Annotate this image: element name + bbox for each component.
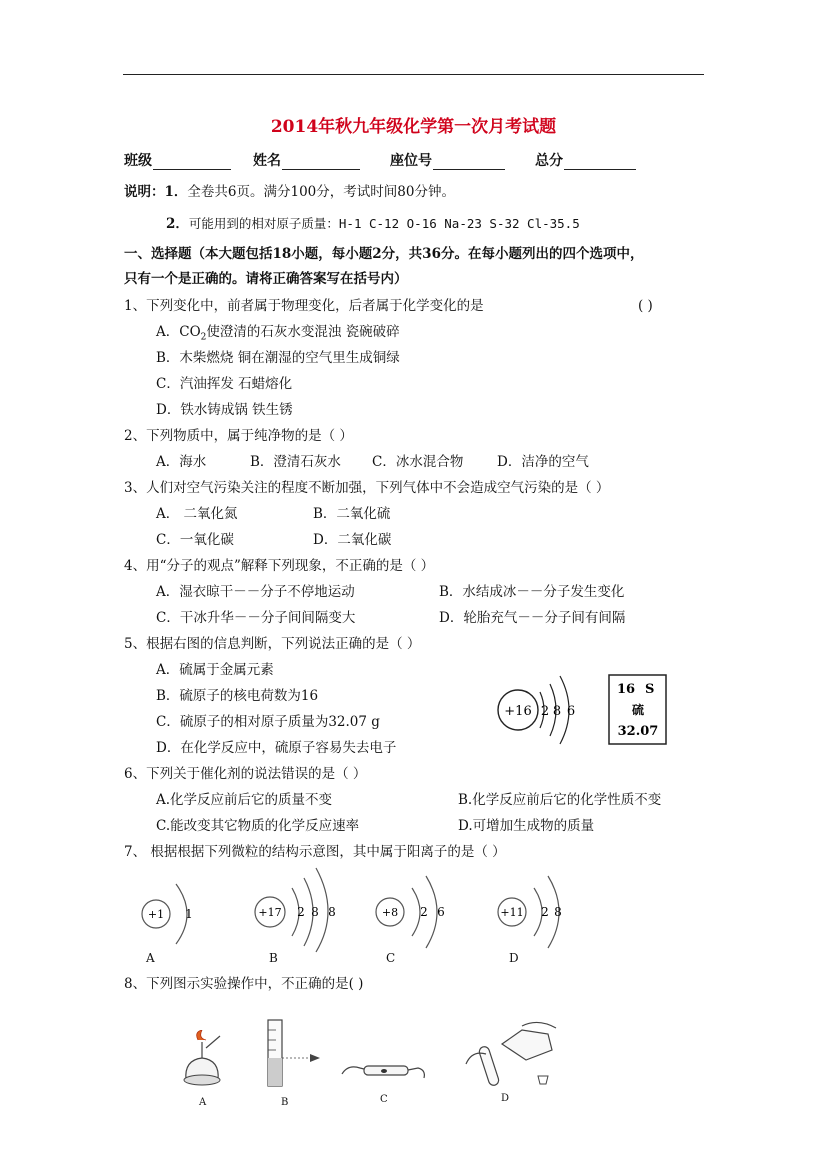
cylinder-liquid-icon [268, 1058, 282, 1086]
q8-diagram-b-cylinder[interactable] [254, 1018, 326, 1092]
q1-answer-paren[interactable]: ( ) [638, 298, 653, 314]
q5-option-b[interactable]: B．硫原子的核电荷数为16 [156, 688, 319, 704]
name-field [253, 150, 360, 170]
q7-a-shell-1-count: 1 [185, 907, 193, 921]
q4-option-d[interactable]: D．轮胎充气－－分子间有间隔 [439, 610, 626, 626]
q4-stem: 4、用“分子的观点”解释下列现象，不正确的是（ ） [124, 558, 435, 574]
q7-stem: 7、 根据根据下列微粒的结构示意图，其中属于阳离子的是（ ） [124, 844, 506, 860]
q7-c-shell-1-arc [412, 888, 420, 936]
q3-option-b[interactable]: B．二氧化硫 [313, 506, 391, 522]
right-hand-icon [408, 1068, 424, 1078]
section-desc-2: 只有一个是正确的。请将正确答案写在括号内） [124, 271, 408, 287]
score-label: 总分 [535, 153, 563, 169]
q5-option-d[interactable]: D．在化学反应中，硫原子容易失去电子 [156, 740, 397, 756]
eye-icon [310, 1054, 320, 1062]
sulfur-atom-diagram [490, 670, 590, 750]
q8-label-c: C [380, 1094, 388, 1105]
element-card-mass: 32.07 [617, 724, 659, 739]
note-1 [124, 184, 455, 200]
q7-label-c: C [386, 951, 396, 965]
flame-icon [197, 1030, 206, 1040]
q6-option-b[interactable]: B.化学反应前后它的化学性质不变 [458, 792, 662, 808]
sample-icon [381, 1069, 387, 1073]
q7-b-shell-1-count: 2 [297, 905, 305, 919]
q1-option-a[interactable] [156, 324, 400, 346]
sulfur-element-card [608, 674, 668, 746]
note-2 [166, 216, 580, 232]
q2-option-d[interactable]: D．洁净的空气 [497, 454, 589, 470]
q3-option-d[interactable]: D．二氧化碳 [313, 532, 392, 548]
name-label: 姓名 [253, 153, 281, 169]
q7-b-nucleus-label: +17 [258, 906, 282, 919]
page-title: 2014年秋九年级化学第一次月考试题 [270, 117, 557, 137]
q7-diagram-d[interactable] [494, 868, 574, 954]
bottle-icon [502, 1030, 552, 1060]
note-1-number: 1． [164, 184, 188, 200]
lamp-base-icon [184, 1075, 220, 1085]
element-card-name: 硫 [631, 703, 645, 717]
match-icon [206, 1036, 220, 1048]
q4-option-c[interactable]: C．干冰升华－－分子间间隔变大 [156, 610, 356, 626]
seat-label: 座位号 [390, 153, 432, 169]
q4-option-a[interactable]: A．湿衣晾干－－分子不停地运动 [156, 584, 355, 600]
student-info-row [124, 150, 636, 170]
q7-label-b: B [269, 951, 278, 965]
q7-d-shell-2-count: 8 [554, 905, 562, 919]
q1-option-a-post: 使澄清的石灰水变混浊 瓷碗破碎 [206, 324, 400, 340]
header-rule [123, 74, 704, 75]
q7-diagram-b[interactable] [252, 864, 348, 954]
q1-option-a-pre: A．CO [156, 324, 201, 340]
note-2-number: 2． [166, 216, 189, 232]
class-label: 班级 [124, 153, 152, 169]
q6-option-a[interactable]: A.化学反应前后它的质量不变 [156, 792, 333, 808]
q8-diagram-a-alcohol-lamp[interactable] [176, 1030, 226, 1094]
q3-stem: 3、人们对空气污染关注的程度不断加强，下列气体中不会造成空气污染的是（ ） [124, 480, 610, 496]
element-card-number: 16 [617, 682, 636, 697]
q3-option-a[interactable]: A． 二氧化氮 [156, 506, 238, 522]
sulfur-shell-2-count: 8 [552, 704, 562, 719]
q7-d-shell-1-count: 2 [541, 905, 549, 919]
q6-stem: 6、下列关于催化剂的说法错误的是（ ） [124, 766, 367, 782]
q8-stem: 8、下列图示实验操作中，不正确的是( ) [124, 976, 364, 992]
q8-label-a: A [199, 1097, 207, 1108]
q8-diagram-d-pouring[interactable] [462, 1020, 562, 1090]
q6-option-c[interactable]: C.能改变其它物质的化学反应速率 [156, 818, 360, 834]
class-field [124, 150, 231, 170]
q2-option-b[interactable]: B．澄清石灰水 [250, 454, 341, 470]
q7-label-d: D [509, 951, 519, 965]
q1-option-a-sub: 2 [200, 332, 207, 343]
q7-a-nucleus-label: +1 [147, 908, 165, 921]
q5-option-a[interactable]: A．硫属于金属元素 [156, 662, 274, 678]
q3-option-c[interactable]: C．一氧化碳 [156, 532, 234, 548]
q7-c-shell-1-count: 2 [420, 905, 428, 919]
q7-diagram-c[interactable] [372, 868, 452, 954]
element-card-symbol: S [645, 682, 655, 697]
class-blank[interactable] [153, 155, 231, 170]
sulfur-shell-3-count: 6 [566, 704, 576, 719]
q2-stem: 2、下列物质中，属于纯净物的是（ ） [124, 428, 353, 444]
name-blank[interactable] [282, 155, 360, 170]
q8-label-b: B [281, 1097, 289, 1108]
section-desc-1: （本大题包括18小题，每小题2分，共36分。在每小题列出的四个选项中， [191, 246, 644, 262]
stopper-icon [538, 1076, 548, 1084]
note-1-text: 全卷共6页。满分100分，考试时间80分钟。 [187, 184, 455, 200]
q7-b-shell-3-count: 8 [328, 905, 336, 919]
receiving-tube-icon [478, 1045, 500, 1086]
q6-option-d[interactable]: D.可增加生成物的质量 [458, 818, 595, 834]
q5-option-c[interactable]: C．硫原子的相对原子质量为32.07 g [156, 714, 380, 730]
section-heading: 一、选择题 [124, 246, 192, 262]
q7-c-shell-2-count: 6 [437, 905, 445, 919]
q7-b-shell-2-count: 8 [311, 905, 319, 919]
q7-d-nucleus-label: +11 [500, 906, 524, 919]
q8-label-d: D [501, 1093, 510, 1104]
hand-icon [522, 1022, 556, 1028]
q8-diagram-c-test-tube[interactable] [338, 1052, 430, 1088]
q1-stem: 1、下列变化中，前者属于物理变化，后者属于化学变化的是 [124, 298, 484, 314]
section-heading-line2 [124, 271, 408, 287]
note-2-text: 可能用到的相对原子质量：H-1 C-12 O-16 Na-23 S-32 Cl-35.5 [188, 216, 580, 231]
q1-option-b[interactable]: B．木柴燃烧 铜在潮湿的空气里生成铜绿 [156, 350, 400, 366]
section-heading-line1 [124, 246, 643, 262]
q2-option-c[interactable]: C．冰水混合物 [372, 454, 464, 470]
q2-option-a[interactable]: A．海水 [156, 454, 207, 470]
score-blank[interactable] [564, 155, 636, 170]
q5-stem: 5、根据右图的信息判断，下列说法正确的是（ ） [124, 636, 421, 652]
q1-option-d[interactable]: D．铁水铸成锅 铁生锈 [156, 402, 293, 418]
note-label: 说明： [124, 184, 165, 200]
q1-option-c[interactable]: C．汽油挥发 石蜡熔化 [156, 376, 293, 392]
sulfur-nucleus-label: +16 [504, 704, 532, 719]
score-field [535, 150, 636, 170]
seat-blank[interactable] [433, 155, 505, 170]
q7-diagram-a[interactable] [140, 870, 200, 954]
q7-c-nucleus-label: +8 [381, 906, 399, 919]
q4-option-b[interactable]: B．水结成冰－－分子发生变化 [439, 584, 625, 600]
seat-field [390, 150, 505, 170]
q7-label-a: A [146, 951, 155, 965]
sulfur-shell-1-count: 2 [540, 704, 550, 719]
